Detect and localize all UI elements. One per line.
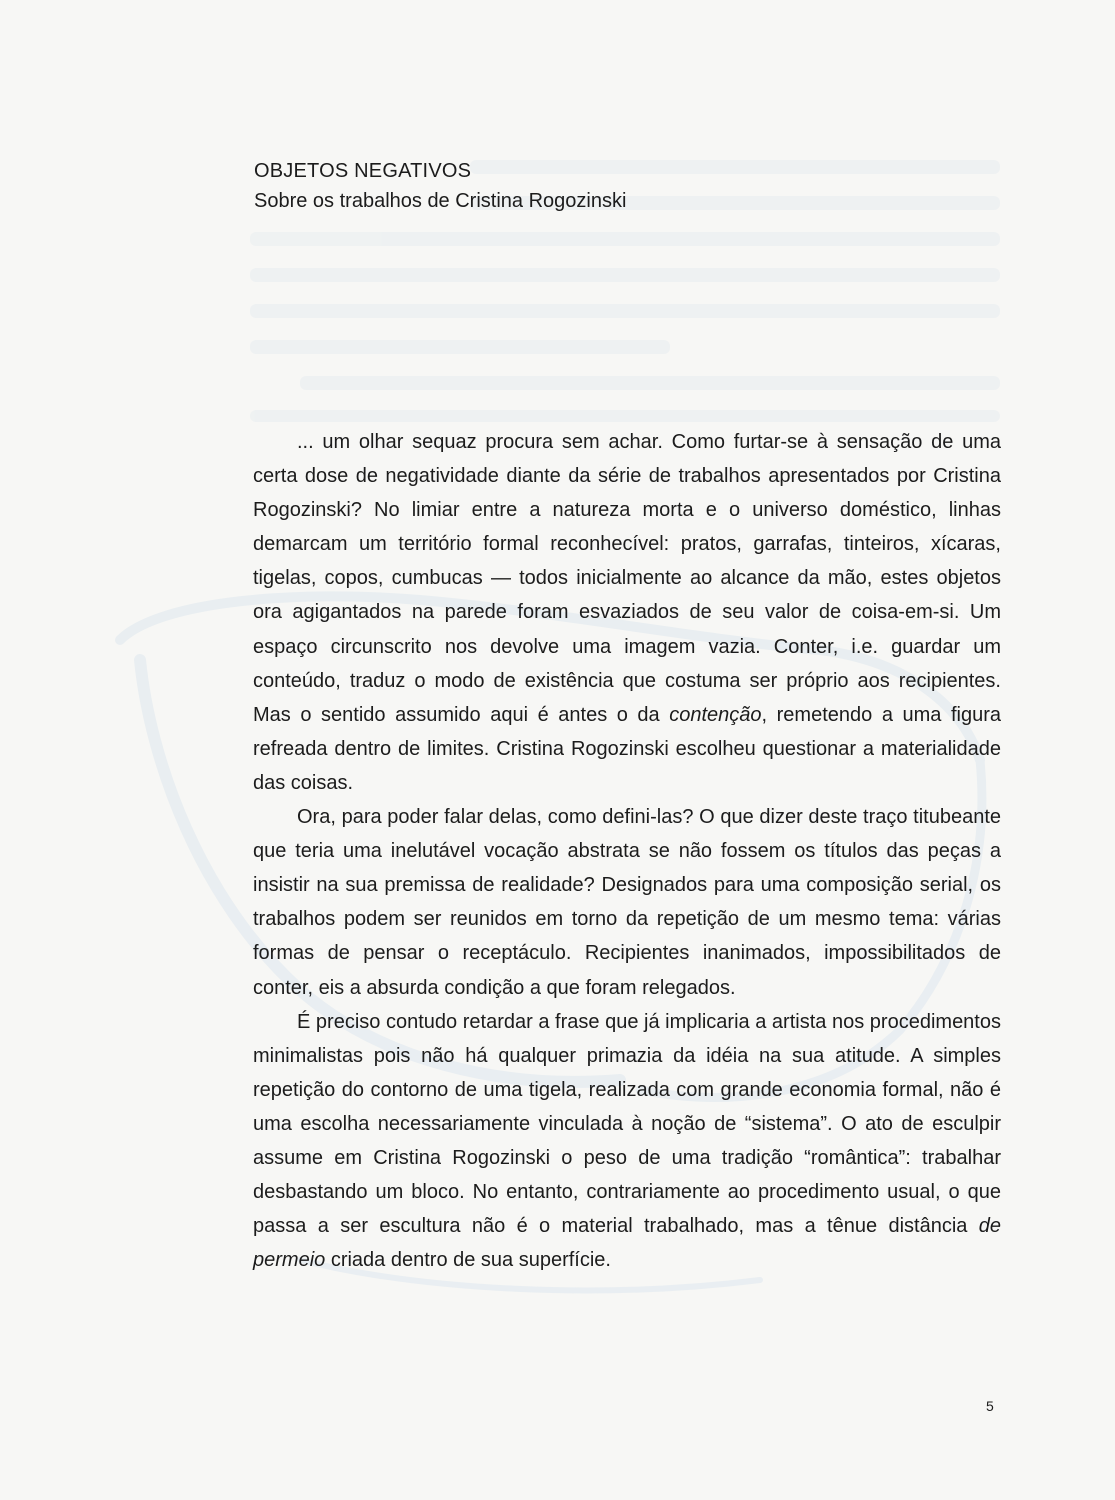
paragraph-1 [253,425,1001,800]
paragraph-3-part-1: É preciso contudo retardar a frase que já implicaria a artista nos procedimentos minimalistas pois não há qualquer primazia da idéia na sua atitude. A simples repetição do contorno de uma tigela, realizada com grande economia formal, não é uma escolha necessariamente vinculada à noção de “sistema”. O ato de esculpir assume em Cristina Rogozinski o peso de uma tradição “romântica”: trabalhar desbastando um bloco. No entanto, contrariamente ao procedimento usual, o que passa a ser escultura não é o material trabalhado, mas a tênue distância [253,1010,1001,1238]
article-subtitle: Sobre os trabalhos de Cristina Rogozinski [254,190,627,212]
paragraph-1-part-1: ... um olhar sequaz procura sem achar. Como furtar-se à sensação de uma certa dose de negatividade diante da série de trabalhos apresentados por Cristina Rogozinski? No limiar entre a natureza morta e o universo doméstico, linhas demarcam um território formal reconhecível: pratos, garrafas, tinteiros, xícaras, tigelas, copos, cumbucas — todos inicialmente ao alcance da mão, estes objetos ora agigantados na parede foram esvaziados de seu valor de coisa-em-si. Um espaço circunscrito nos devolve uma imagem vazia. Conter, i.e. guardar um conteúdo, traduz o modo de existência que costuma ser próprio aos recipientes. Mas o sentido assumido aqui é antes o da [253,431,1001,726]
paragraph-2 [253,800,1001,1005]
article-header [254,156,1014,216]
page-number: 5 [986,1398,994,1414]
article-body [253,425,1001,1277]
paragraph-1-part-2: , remetendo a uma figura refreada dentro de limites. Cristina Rogozinski escolheu questionar a materialidade das coisas. [253,703,1001,794]
paragraph-2-text: Ora, para poder falar delas, como defini-las? O que dizer deste traço titubeante que teria uma inelutável vocação abstrata se não fossem os títulos das peças a insistir na sua premissa de realidade? Designados para uma composição serial, os trabalhos podem ser reunidos em torno da repetição de um mesmo tema: várias formas de pensar o receptáculo. Recipientes inanimados, impossibilitados de conter, eis a absurda condição a que foram relegados. [253,806,1001,999]
paragraph-3 [253,1005,1001,1278]
paragraph-3-emphasis: de permeio [253,1215,1001,1272]
paragraph-3-part-2: criada dentro de sua superfície. [325,1249,611,1272]
paragraph-1-emphasis: contenção [669,703,762,726]
article-title: OBJETOS NEGATIVOS [254,160,472,182]
